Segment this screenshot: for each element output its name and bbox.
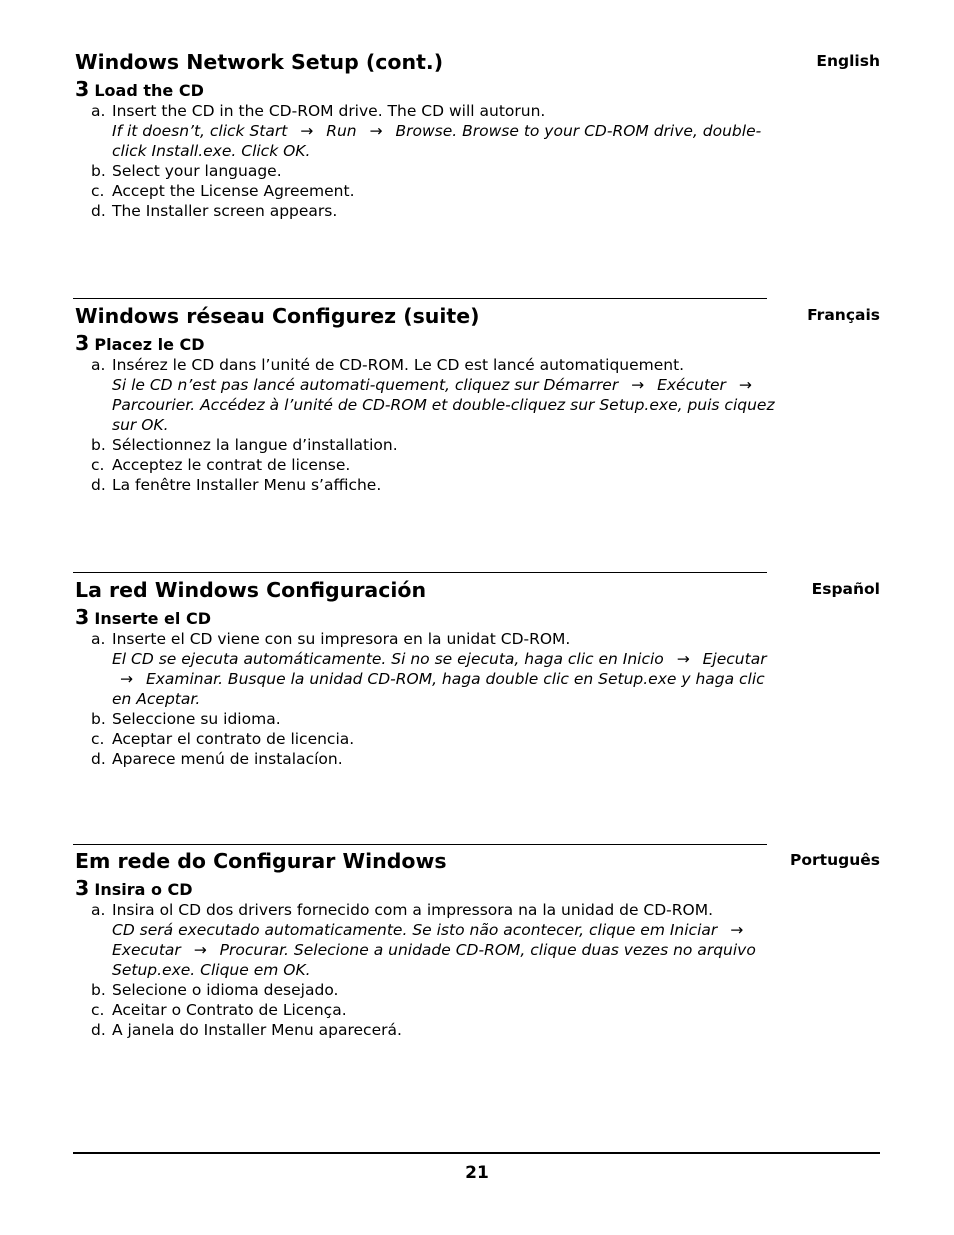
language-label: Português [790, 851, 880, 869]
note-part: Examinar. Busque la unidad CD-ROM, haga double clic en Setup.exe y haga clic en Aceptar. [112, 670, 765, 708]
language-label: Français [807, 306, 880, 324]
list-item [91, 455, 781, 475]
list-item [91, 101, 781, 161]
note-part: Parcourier. Accédez à l’unité de CD-ROM et double-cliquez sur Setup.exe, puis ciquez sur OK. [112, 396, 775, 434]
item-letter: a. [91, 356, 106, 374]
item-text: Accept the License Agreement. [112, 182, 355, 200]
step-label: Insira o CD [94, 880, 193, 899]
list-item [91, 749, 781, 769]
step-heading [75, 876, 193, 900]
list-item [91, 181, 781, 201]
item-letter: b. [91, 981, 106, 999]
item-letter: a. [91, 901, 106, 919]
list-item [91, 201, 781, 221]
item-letter: d. [91, 476, 106, 494]
note-part: Browse. Browse to your CD-ROM drive, double-click Install.exe. Click OK. [112, 122, 762, 160]
section-english [75, 50, 880, 230]
list-item [91, 629, 781, 709]
note-text [112, 649, 781, 709]
item-text: A janela do Installer Menu aparecerá. [112, 1021, 402, 1039]
instruction-list [91, 355, 781, 495]
note-part: Run [326, 122, 357, 140]
list-item [91, 1000, 781, 1020]
list-item [91, 435, 781, 455]
section-divider [73, 572, 767, 573]
item-text: La fenêtre Installer Menu s’affiche. [112, 476, 382, 494]
item-letter: c. [91, 1001, 105, 1019]
note-part: Ejecutar [702, 650, 767, 668]
section-divider [73, 298, 767, 299]
list-item [91, 161, 781, 181]
step-number: 3 [75, 876, 90, 900]
list-item [91, 729, 781, 749]
note-text [112, 375, 781, 435]
note-text [112, 121, 781, 161]
step-number: 3 [75, 605, 90, 629]
step-number: 3 [75, 77, 90, 101]
arrow-icon: → [631, 376, 645, 394]
section-divider [73, 844, 767, 845]
arrow-icon: → [738, 376, 752, 394]
step-heading [75, 605, 211, 629]
arrow-icon: → [120, 670, 133, 688]
instruction-list [91, 629, 781, 769]
item-letter: a. [91, 102, 106, 120]
item-text: Insert the CD in the CD-ROM drive. The CD will autorun. [112, 102, 546, 120]
step-number: 3 [75, 331, 90, 355]
list-item [91, 900, 781, 980]
section-title: Windows réseau Configurez (suite) [75, 304, 480, 328]
note-part: If it doesn’t, click Start [112, 122, 288, 140]
item-text: Aceitar o Contrato de Licença. [112, 1001, 347, 1019]
instruction-list [91, 101, 781, 221]
arrow-icon: → [730, 921, 744, 939]
item-letter: d. [91, 1021, 106, 1039]
item-text: Inserte el CD viene con su impresora en la unidat CD-ROM. [112, 630, 571, 648]
step-label: Inserte el CD [94, 609, 211, 628]
note-part: Si le CD n’est pas lancé automati-quement, cliquez sur Démarrer [112, 376, 619, 394]
item-text: Sélectionnez la langue d’installation. [112, 436, 398, 454]
note-part: El CD se ejecuta automáticamente. Si no se ejecuta, haga clic en Inicio [112, 650, 664, 668]
item-letter: b. [91, 162, 106, 180]
item-text: Aparece menú de instalacíon. [112, 750, 343, 768]
section-title: Windows Network Setup (cont.) [75, 50, 444, 74]
section-title: La red Windows Configuración [75, 578, 427, 602]
item-text: Selecione o idioma desejado. [112, 981, 339, 999]
section-portugues [75, 849, 880, 1049]
arrow-icon: → [193, 941, 207, 959]
step-label: Load the CD [94, 81, 204, 100]
list-item [91, 1020, 781, 1040]
arrow-icon: → [300, 122, 314, 140]
note-part: Exécuter [657, 376, 726, 394]
item-text: Aceptar el contrato de licencia. [112, 730, 355, 748]
item-letter: c. [91, 730, 105, 748]
item-letter: c. [91, 456, 105, 474]
section-espanol [75, 578, 880, 778]
page-number: 21 [465, 1163, 489, 1183]
arrow-icon: → [369, 122, 383, 140]
item-letter: c. [91, 182, 105, 200]
item-letter: d. [91, 750, 106, 768]
note-part: Executar [112, 941, 181, 959]
item-text: Seleccione su idioma. [112, 710, 281, 728]
item-text: Acceptez le contrat de license. [112, 456, 351, 474]
item-text: Select your language. [112, 162, 282, 180]
list-item [91, 355, 781, 435]
item-text: The Installer screen appears. [112, 202, 338, 220]
language-label: Español [811, 580, 880, 598]
item-letter: b. [91, 436, 106, 454]
item-letter: b. [91, 710, 106, 728]
section-francais [75, 304, 880, 504]
list-item [91, 475, 781, 495]
step-heading [75, 77, 204, 101]
note-text [112, 920, 781, 980]
instruction-list [91, 900, 781, 1040]
note-part: Procurar. Selecione a unidade CD-ROM, clique duas vezes no arquivo Setup.exe. Clique em OK. [112, 941, 756, 979]
footer-divider [73, 1152, 880, 1154]
step-heading [75, 331, 205, 355]
step-label: Placez le CD [94, 335, 205, 354]
item-text: Insérez le CD dans l’unité de CD-ROM. Le CD est lancé automatiquement. [112, 356, 685, 374]
language-label: English [816, 52, 880, 70]
arrow-icon: → [676, 650, 690, 668]
item-letter: d. [91, 202, 106, 220]
item-text: Insira ol CD dos drivers fornecido com a impressora na la unidad de CD-ROM. [112, 901, 714, 919]
note-part: CD será executado automaticamente. Se isto não acontecer, clique em Iniciar [112, 921, 718, 939]
list-item [91, 709, 781, 729]
section-title: Em rede do Configurar Windows [75, 849, 447, 873]
item-letter: a. [91, 630, 106, 648]
list-item [91, 980, 781, 1000]
